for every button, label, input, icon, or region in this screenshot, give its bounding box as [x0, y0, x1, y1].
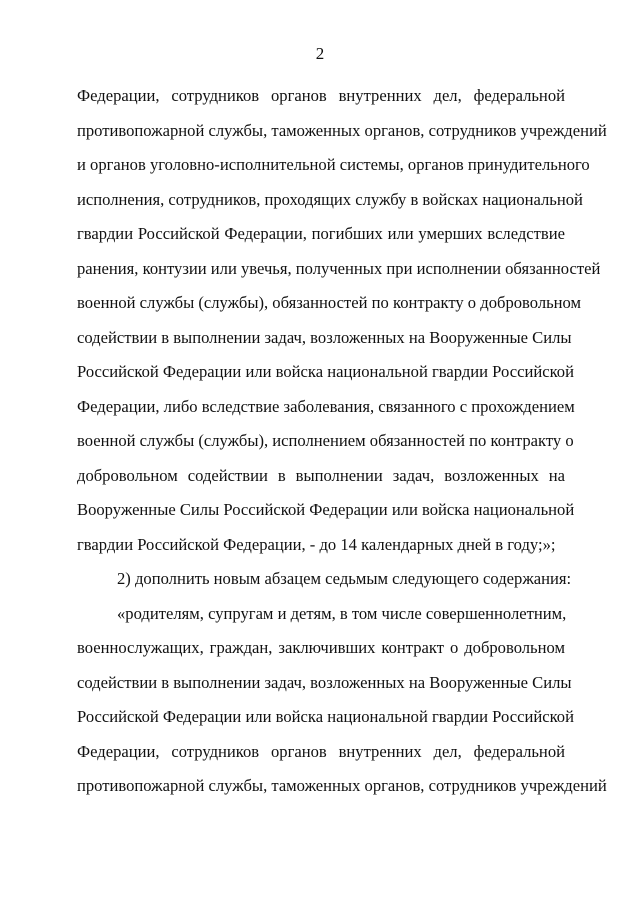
text-line: Вооруженные Силы Российской Федерации или войска национальной: [77, 500, 575, 519]
text-line: исполнения, сотрудников, проходящих службу в войсках национальной: [77, 189, 583, 209]
text-line: Российской Федерации или войска национальной гвардии Российской: [77, 362, 574, 381]
text-line: Федерации, либо вследствие заболевания, связанного с прохождением: [77, 396, 575, 416]
text-line: военной службы (службы), обязанностей по контракту о добровольном: [77, 293, 582, 312]
text-line: содействии в выполнении задач, возложенных на Вооруженные Силы: [77, 327, 572, 347]
text-line: гвардии Российской Федерации, погибших или умерших вследствие: [77, 224, 565, 243]
text-line: добровольном содействии в выполнении задач, возложенных на: [77, 465, 565, 485]
text-line: Российской Федерации или войска национальной гвардии Российской: [77, 707, 574, 726]
text-line: ранения, контузии или увечья, полученных при исполнении обязанностей: [77, 258, 601, 278]
text-line: Федерации, сотрудников органов внутренних дел, федеральной: [77, 741, 565, 761]
text-line: и органов уголовно-исполнительной системы, органов принудительного: [77, 155, 590, 174]
text-line: гвардии Российской Федерации, - до 14 календарных дней в году;»;: [77, 534, 556, 554]
text-line: Федерации, сотрудников органов внутренних дел, федеральной: [77, 86, 565, 105]
text-line: противопожарной службы, таможенных органов, сотрудников учреждений: [77, 120, 607, 140]
text-line: противопожарной службы, таможенных органов, сотрудников учреждений: [77, 776, 607, 795]
page-number: 2: [315, 44, 325, 63]
text-line: военной службы (службы), исполнением обязанностей по контракту о: [77, 431, 574, 450]
text-line: «родителям, супругам и детям, в том числе совершеннолетним,: [117, 603, 567, 623]
text-line: 2) дополнить новым абзацем седьмым следующего содержания:: [117, 569, 572, 588]
text-line: содействии в выполнении задач, возложенных на Вооруженные Силы: [77, 672, 572, 692]
document-body: [77, 85, 607, 810]
text-line: военнослужащих, граждан, заключивших контракт о добровольном: [77, 638, 565, 657]
